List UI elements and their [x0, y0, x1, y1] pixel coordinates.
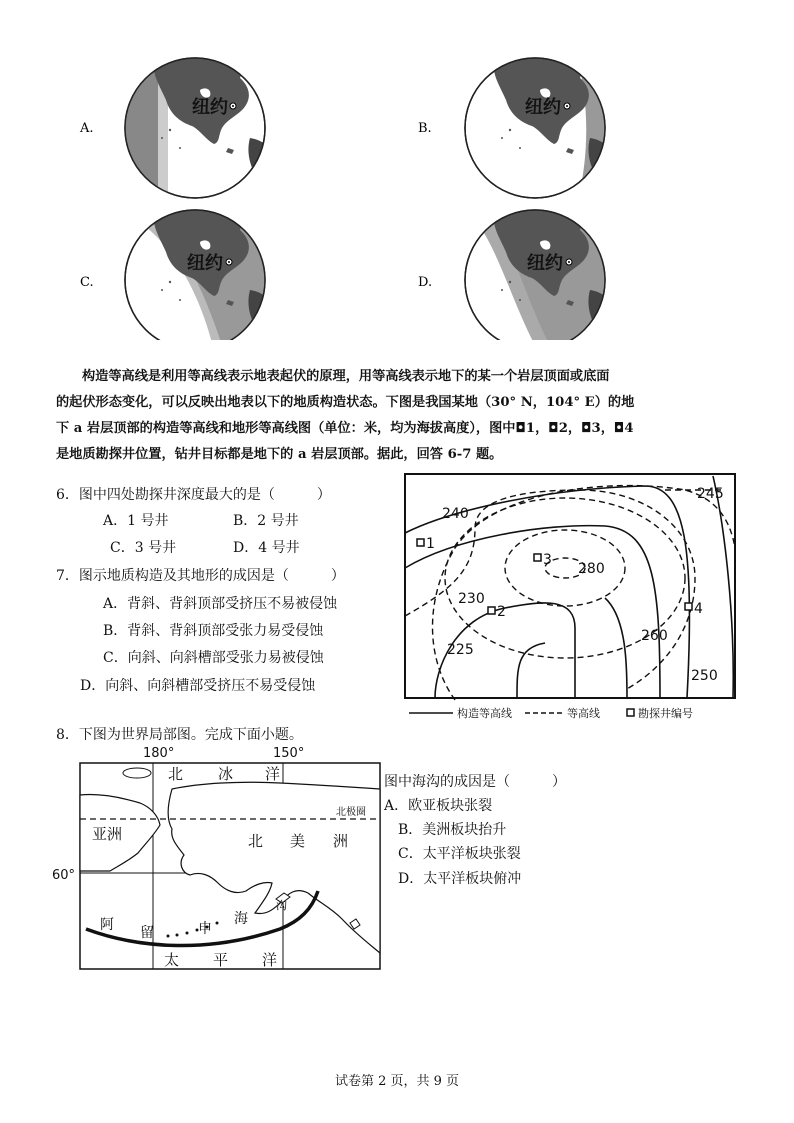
q6-option-d[interactable]: D．4 号井 [233, 540, 300, 556]
page-footer: 试卷第 2 页，共 9 页 [334, 1074, 460, 1089]
q7-option-b[interactable]: B．背斜、背斜顶部受张力易受侵蚀 [103, 623, 324, 639]
q6-option-b[interactable]: B．2 号井 [233, 513, 299, 529]
q8-sub-stem: 图中海沟的成因是（ ） [384, 774, 566, 790]
north-america-char-1: 北 [248, 832, 264, 850]
aleutian-char-2: 留 [140, 925, 154, 941]
well-label-3: 3 [543, 552, 552, 568]
pacific-char-2: 平 [213, 951, 229, 969]
legend-well: 勘探井编号 [638, 707, 693, 720]
globe-a-city: 纽约 [192, 97, 228, 118]
well-label-2: 2 [497, 604, 506, 620]
globe-d-city: 纽约 [527, 253, 563, 274]
globe-a [120, 45, 280, 210]
legend-terrain: 等高线 [567, 707, 600, 720]
aleutian-char-4: 海 [234, 911, 248, 927]
legend-structural: 构造等高线 [457, 707, 512, 720]
globe-c-letter: C. [80, 275, 94, 290]
aleutian-char-1: 阿 [100, 917, 114, 933]
q8-stem: 8．下图为世界局部图。完成下面小题。 [56, 727, 303, 743]
globe-options [0, 0, 794, 340]
intro-line-3: 下 a 岩层顶部的构造等高线和地形等高线图（单位：米，均为海拔高度），图中◘1，◘2，◘3，◘4 [56, 421, 634, 436]
contour-label-245: 245 [697, 486, 724, 502]
pacific-char-3: 洋 [262, 951, 278, 969]
globe-a-letter: A. [80, 121, 94, 136]
globe-b-city: 纽约 [525, 97, 561, 118]
pacific-char-1: 太 [164, 951, 180, 969]
well-label-1: 1 [426, 536, 435, 552]
north-america-char-2: 美 [290, 832, 306, 850]
intro-line-2: 的起伏形态变化，可以反映出地表以下的地质构造状态。下图是我国某地（30° N，104° E）的地 [56, 395, 635, 410]
arctic-ocean-char-2: 冰 [218, 765, 234, 783]
contour-map [395, 468, 745, 724]
q7-stem: 7．图示地质构造及其地形的成因是（ ） [56, 568, 345, 584]
q6-option-a[interactable]: A．1 号井 [103, 513, 169, 529]
q7-option-d[interactable]: D．向斜、向斜槽部受挤压不易受侵蚀 [80, 678, 316, 694]
north-america-char-3: 洲 [333, 832, 349, 850]
q6-option-c[interactable]: C．3 号井 [110, 540, 177, 556]
contour-label-230: 230 [458, 591, 485, 607]
globe-d-letter: D. [418, 275, 433, 290]
contour-label-240: 240 [442, 506, 469, 522]
q6-stem: 6．图中四处勘探井深度最大的是（ ） [56, 487, 331, 503]
globe-b [465, 45, 620, 210]
globe-b-letter: B. [418, 121, 432, 136]
q8-option-c[interactable]: C．太平洋板块张裂 [398, 846, 521, 862]
globe-c-city: 纽约 [187, 253, 223, 274]
aleutian-char-5: 沟 [276, 899, 287, 912]
contour-label-225: 225 [447, 642, 474, 658]
q7-option-a[interactable]: A．背斜、背斜顶部受挤压不易被侵蚀 [103, 596, 338, 612]
contour-label-280: 280 [578, 561, 605, 577]
contour-label-260: 260 [641, 628, 668, 644]
q8-option-d[interactable]: D．太平洋板块俯冲 [398, 871, 522, 887]
q8-option-b[interactable]: B．美洲板块抬升 [398, 822, 507, 838]
intro-paragraph [56, 364, 746, 468]
lon-150-label: 150° [273, 746, 305, 761]
lat-60-label: 60° [52, 868, 76, 883]
arctic-circle-label: 北极圈 [336, 807, 366, 818]
arctic-ocean-char-1: 北 [168, 765, 184, 783]
lon-180-label: 180° [143, 746, 175, 761]
aleutian-char-3: 申 [198, 921, 212, 937]
q7-option-c[interactable]: C．向斜、向斜槽部受张力易被侵蚀 [103, 650, 324, 666]
asia-label: 亚洲 [92, 825, 123, 843]
well-label-4: 4 [694, 601, 703, 617]
intro-line-1: 构造等高线是利用等高线表示地表起伏的原理，用等高线表示地下的某一个岩层顶面或底面 [82, 369, 610, 384]
contour-label-250: 250 [691, 668, 718, 684]
intro-line-4: 是地质勘探井位置，钻井目标都是地下的 a 岩层顶部。据此，回答 6-7 题。 [56, 447, 503, 462]
q8-option-a[interactable]: A．欧亚板块张裂 [384, 798, 493, 814]
world-map [50, 743, 390, 975]
arctic-ocean-char-3: 洋 [265, 765, 281, 783]
